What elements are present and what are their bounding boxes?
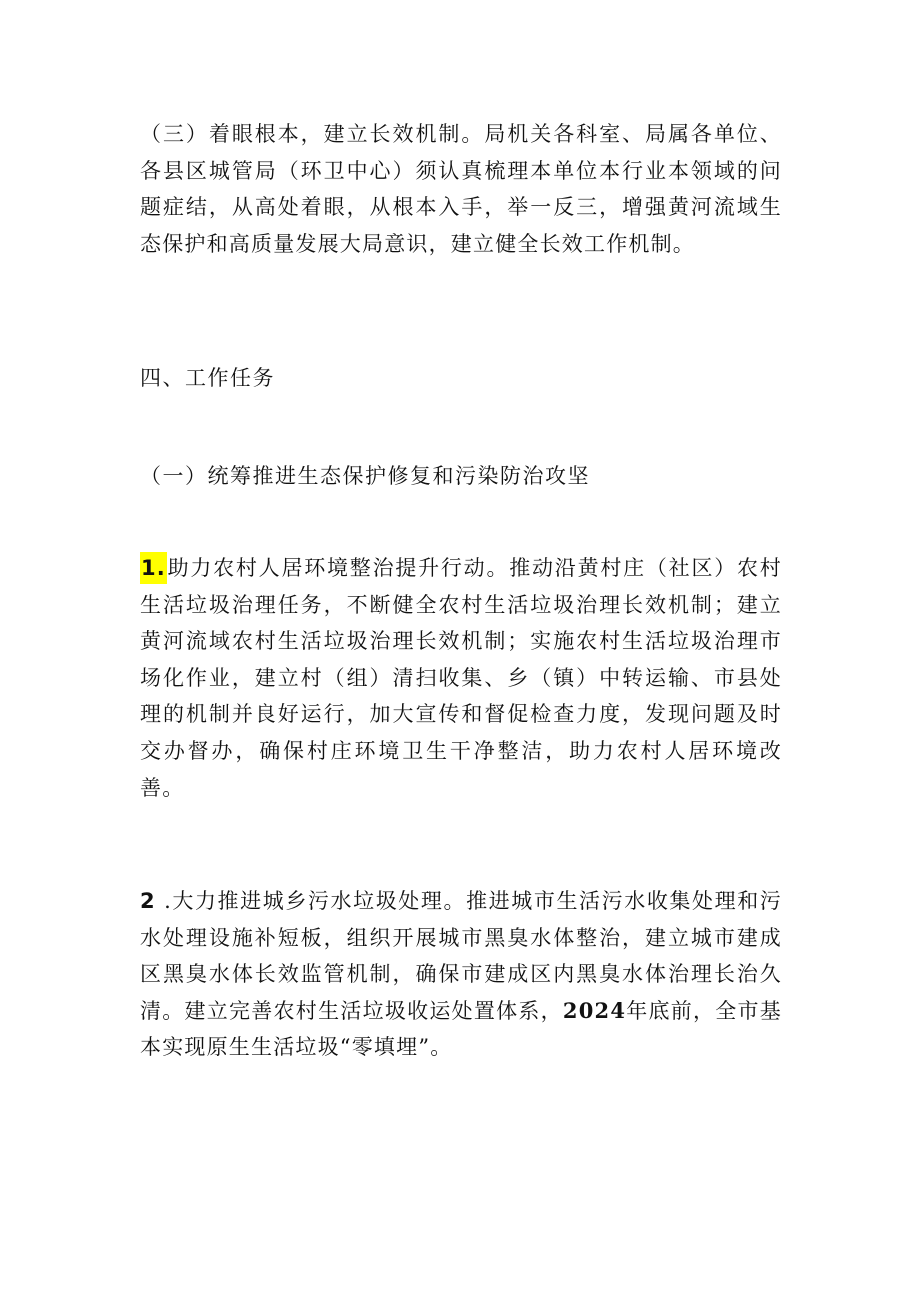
highlighted-item-number: 1. [140, 552, 167, 584]
item-number: 2 [140, 889, 156, 913]
list-item-text: 助力农村人居环境整治提升行动。推动沿黄村庄（社区）农村生活垃圾治理任务，不断健全农村生活垃圾治理长效机制；建立黄河流域农村生活垃圾治理长效机制；实施农村生活垃圾治理市场化作业，建立村（组）清扫收集、乡（镇）中转运输、市县处理的机制并良好运行，加大宣传和督促检查力度，发现问题及时交办督办，确保村庄环境卫生干净整洁，助力农村人居环境改善。 [140, 556, 782, 800]
paragraph-text: （三）着眼根本，建立长效机制。局机关各科室、局属各单位、各县区城管局（环卫中心）须认真梳理本单位本行业本领域的问题症结，从高处着眼，从根本入手，举一反三，增强黄河流域生态保护和高质量发展大局意识，建立健全长效工作机制。 [140, 122, 782, 256]
list-item-rural-environment [140, 550, 782, 806]
subheading-ecological-protection: （一）统筹推进生态保护修复和污染防治攻坚 [140, 464, 590, 488]
paragraph-long-term-mechanism [140, 116, 782, 262]
list-item-sewage-garbage [140, 883, 782, 1066]
section-heading-work-tasks: 四、工作任务 [140, 366, 275, 390]
year-value: 2024 [562, 997, 627, 1023]
list-item-text-part2: 年底前，全市基本实现原生生活垃圾“零填埋”。 [140, 998, 782, 1060]
list-item-text-part1: .大力推进城乡污水垃圾处理。推进城市生活污水收集处理和污水处理设施补短板，组织开展城市黑臭水体整治，建立城市建成区黑臭水体长效监管机制，确保市建成区内黑臭水体治理长治久清。建立完善农村生活垃圾收运处置体系， [140, 889, 782, 1023]
